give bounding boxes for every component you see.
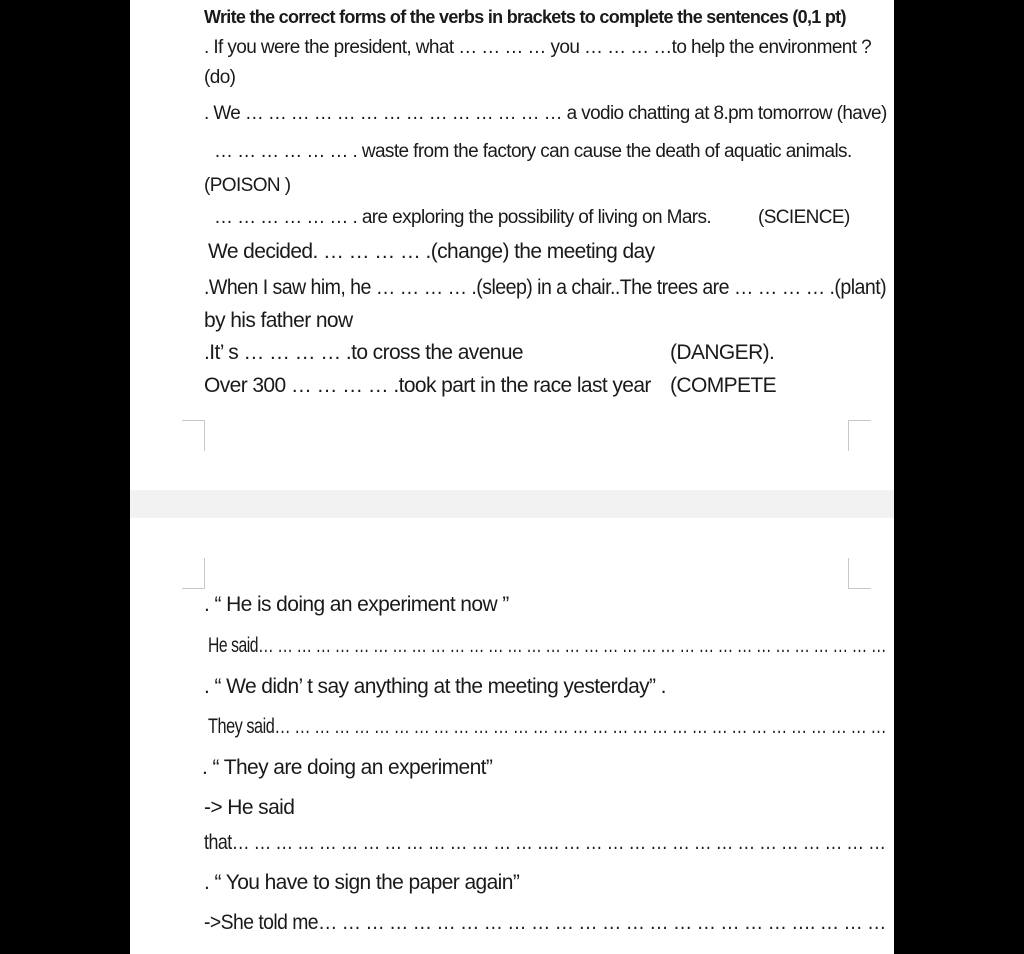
exercise-line: -> He said <box>204 796 295 819</box>
exercise-line: We decided. … … … … .(change) the meeting day <box>208 240 655 263</box>
exercise-line: . We … … … … … … … … … … … … … … a vodio chatting at 8.pm tomorrow (have) <box>204 103 887 124</box>
exercise-line: .It’ s … … … … .to cross the avenue <box>204 341 524 364</box>
exercise-line: … … … … … … . waste from the factory can cause the death of aquatic animals. <box>214 141 852 162</box>
hint-science: (SCIENCE) <box>758 207 850 228</box>
exercise-line: … … … … … … . are exploring the possibility of living on Mars. <box>214 207 712 228</box>
hint-compete: (COMPETE <box>670 374 777 397</box>
exercise-line: .When I saw him, he … … … … .(sleep) in a chair..The trees are … … … … .(plant) <box>204 276 887 299</box>
margin-corner-mark <box>182 420 205 451</box>
exercise-line: . “ We didn’ t say anything at the meeting yesterday” . <box>204 675 666 698</box>
document-viewer[interactable] <box>130 0 894 954</box>
exercise-title: Write the correct forms of the verbs in brackets to complete the sentences (0,1 pt) <box>204 7 846 27</box>
document-page-1 <box>130 0 894 490</box>
exercise-line: (do) <box>204 67 236 88</box>
exercise-line: Over 300 … … … … .took part in the race last year <box>204 374 651 397</box>
exercise-line: ->She told me… … … … … … … … … … … … … … … … … … … … …. … … … <box>204 911 886 934</box>
exercise-line: . “ They are doing an experiment” <box>202 756 493 779</box>
document-page-2 <box>130 518 894 954</box>
exercise-line: . “ You have to sign the paper again” <box>204 871 520 894</box>
margin-corner-mark <box>848 420 871 451</box>
hint-danger: (DANGER). <box>670 341 775 364</box>
exercise-line: He said… … … … … … … … … … … … … … … … … … … … … … … … … … … … … … … … … <box>208 634 887 657</box>
exercise-line: that… … … … … … … … … … … … … … …. … … … … … … … … … … … … … … … <box>204 831 886 854</box>
exercise-line: . If you were the president, what … … … … you … … … …to help the environment ? <box>204 37 872 58</box>
margin-corner-mark <box>848 558 871 589</box>
exercise-line: by his father now <box>204 309 353 332</box>
exercise-line: (POISON ) <box>204 175 291 196</box>
exercise-line: . “ He is doing an experiment now ” <box>204 593 509 616</box>
margin-corner-mark <box>182 558 205 589</box>
exercise-line: They said… … … … … … … … … … … … … … … … … … … … … … … … … … … … … … … <box>208 715 887 738</box>
